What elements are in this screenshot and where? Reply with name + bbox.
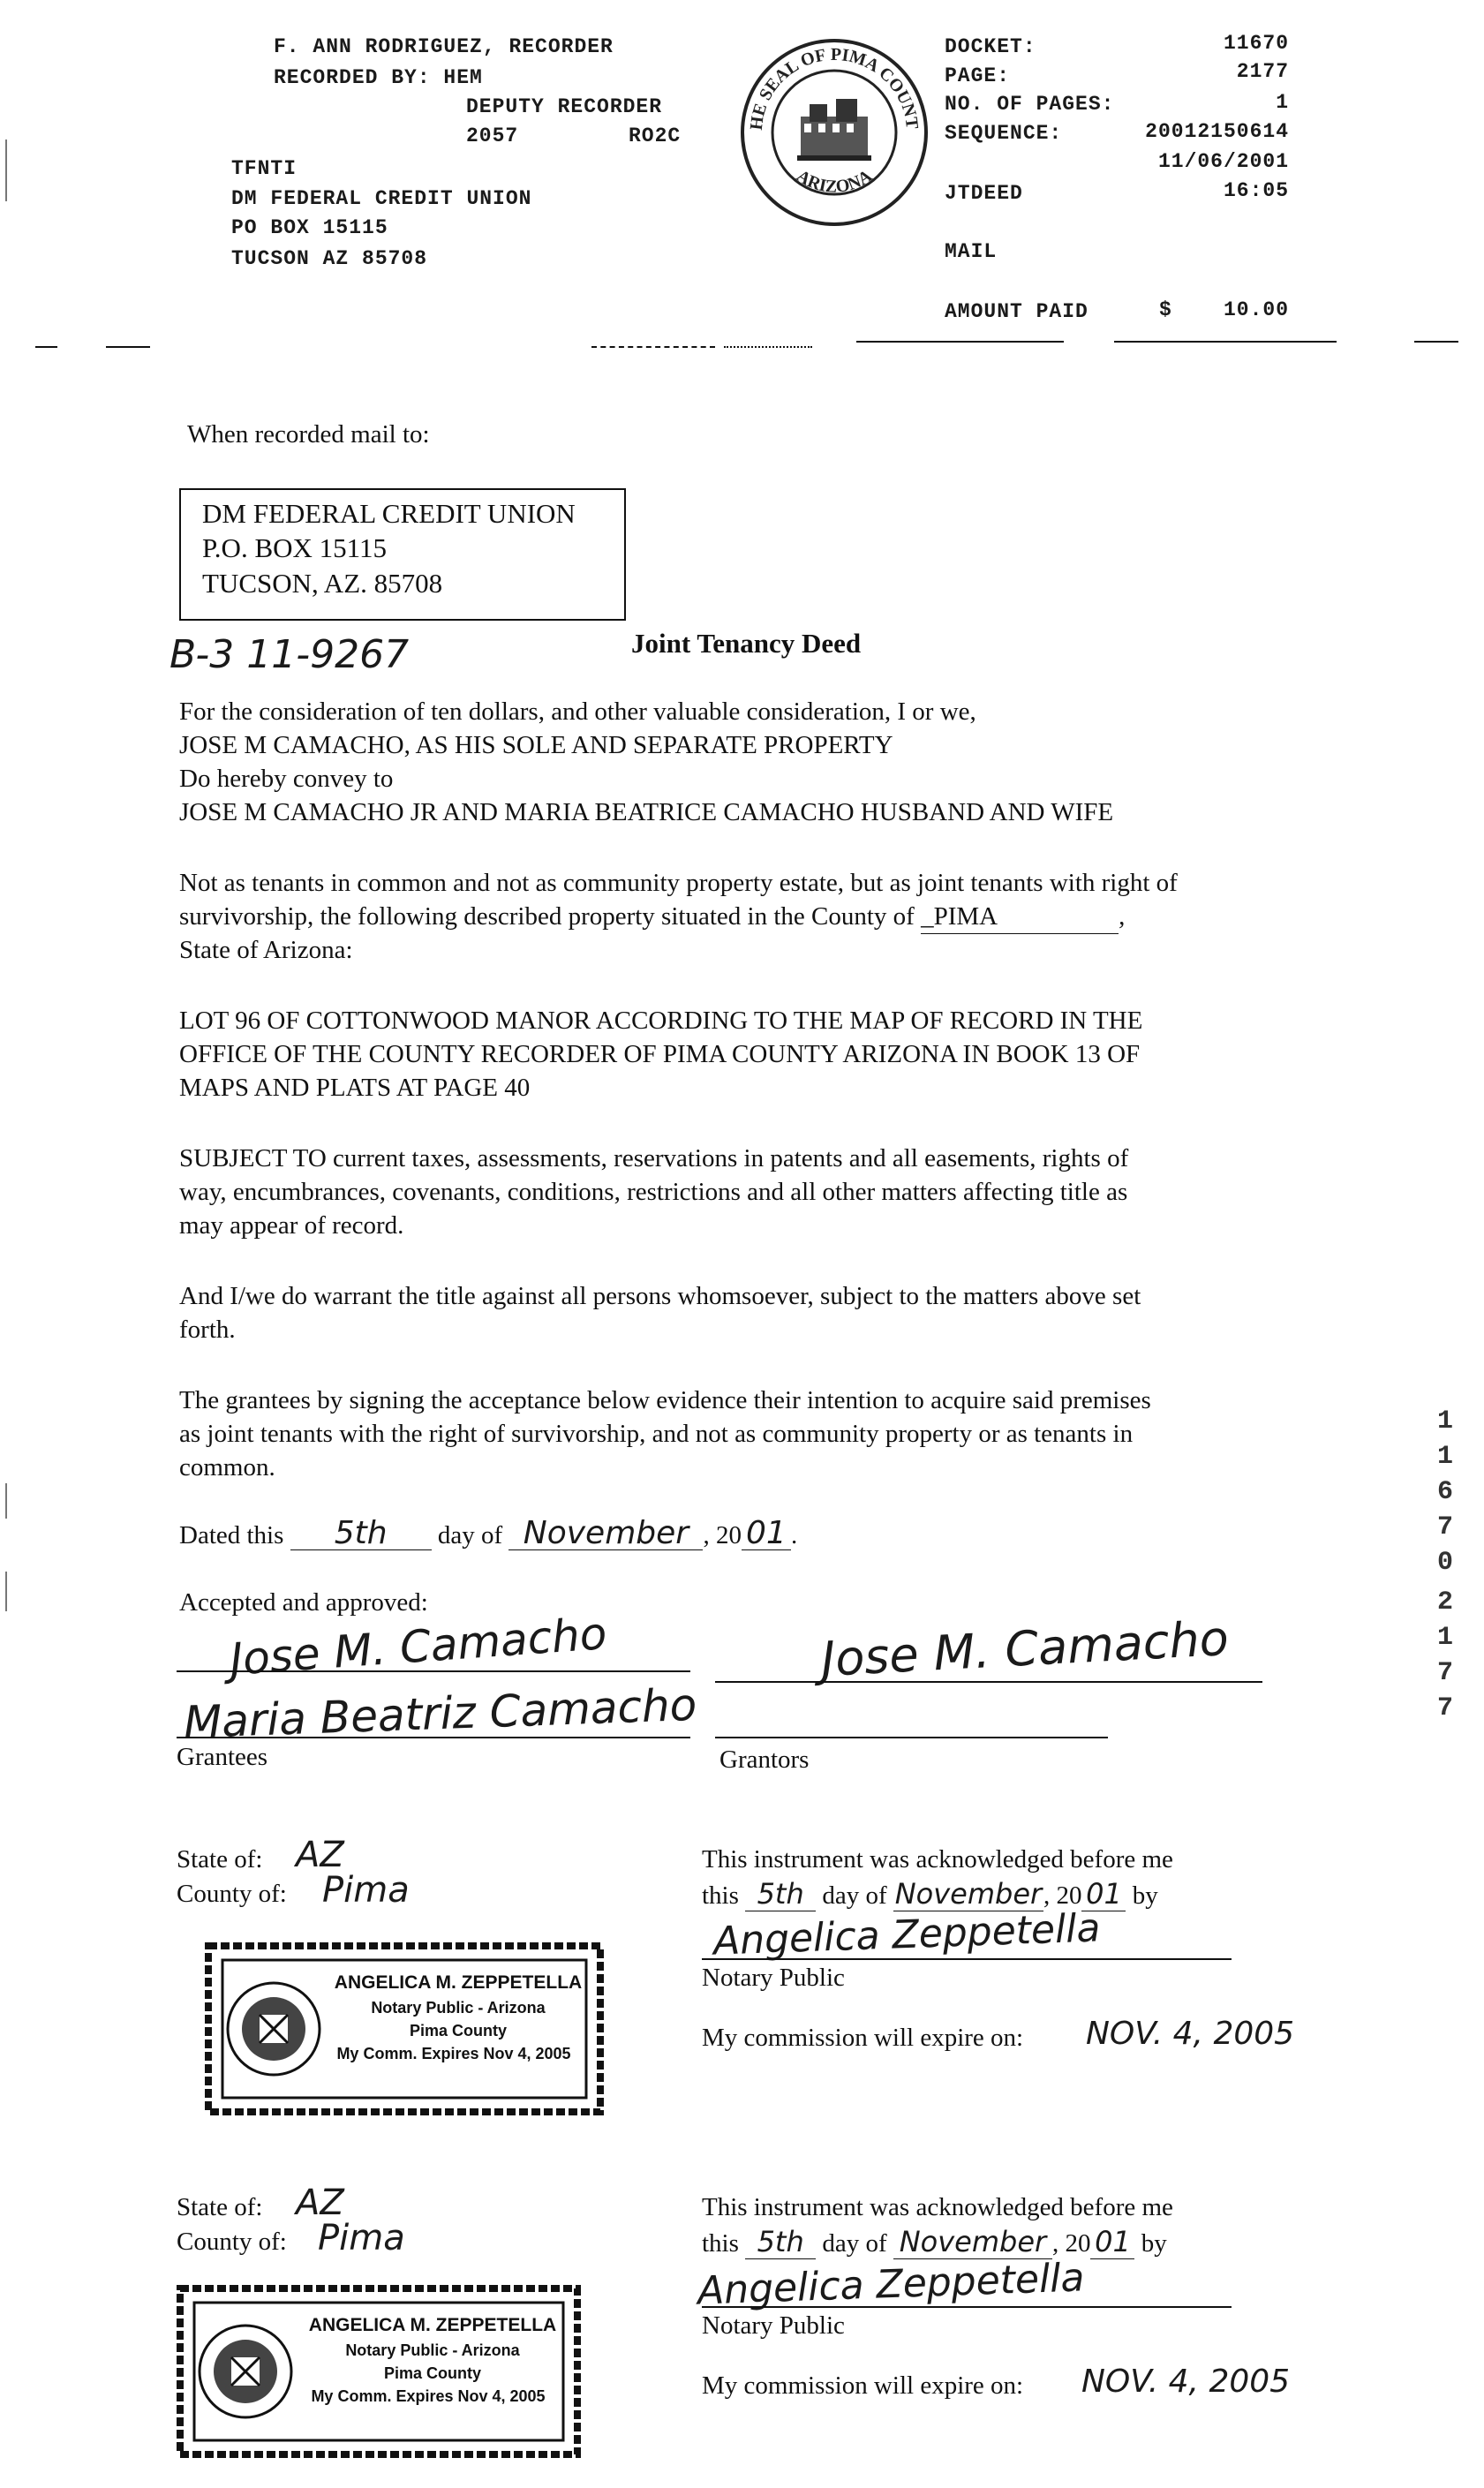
- header-rule-7: [1414, 341, 1458, 343]
- tenancy-line-2: [179, 901, 1345, 934]
- grantee-signature-2: Maria Beatriz Camacho: [183, 1678, 698, 1749]
- notary1-signature: Angelica Zeppetella: [712, 1905, 1102, 1964]
- deputy-recorder: DEPUTY RECORDER: [466, 95, 663, 118]
- notary2-this-line: [702, 2226, 1167, 2260]
- code-right: RO2C: [629, 124, 682, 147]
- notary1-month: November: [894, 1877, 1043, 1911]
- county-comma: ,: [1119, 902, 1126, 931]
- notary2-stamp-line2: Notary Public - Arizona: [345, 2341, 520, 2359]
- warrant-line-1: And I/we do warrant the title against all persons whomsoever, subject to the matters above set: [179, 1282, 1141, 1310]
- record-date: 11/06/2001: [1157, 150, 1289, 173]
- grantor-sig-line-2: [715, 1737, 1108, 1738]
- seal-top-text: HE SEAL OF PIMA COUNT: [746, 44, 923, 132]
- grantees-line-3: common.: [179, 1453, 275, 1481]
- pages-label: NO. OF PAGES:: [945, 93, 1115, 116]
- grantor-signature: Jose M. Camacho: [819, 1610, 1231, 1688]
- seal-bottom-text: ARIZONA: [793, 166, 876, 197]
- notary2-signature: Angelica Zeppetella: [697, 2255, 1086, 2314]
- header-rule-1: [35, 346, 57, 348]
- dated-line: [179, 1517, 1345, 1552]
- mail-to-box: [179, 488, 626, 621]
- mail-to-label: When recorded mail to:: [187, 420, 430, 449]
- grantees-line-1: The grantees by signing the acceptance below evidence their intention to acquire said premises: [179, 1386, 1151, 1414]
- sequence-label: SEQUENCE:: [945, 122, 1063, 145]
- legal-line-3: MAPS AND PLATS AT PAGE 40: [179, 1074, 531, 1102]
- margin-digit-7: 1: [1436, 1623, 1453, 1653]
- document-title: Joint Tenancy Deed: [631, 628, 862, 659]
- notary2-month: November: [893, 2226, 1052, 2259]
- mail-to-line-1: DM FEDERAL CREDIT UNION: [202, 498, 576, 529]
- warrant-line-2: forth.: [179, 1316, 236, 1344]
- notary2-commission-label: My commission will expire on:: [702, 2371, 1024, 2400]
- grantee-signature-1: Jose M. Camacho: [228, 1608, 609, 1685]
- mail-label: MAIL: [945, 240, 998, 263]
- margin-digit-8: 7: [1436, 1658, 1453, 1688]
- notary2-year: 01: [1090, 2226, 1134, 2259]
- addressee-line-3: TUCSON AZ 85708: [231, 247, 428, 270]
- notary1-commission-value: NOV. 4, 2005: [1086, 2016, 1295, 2052]
- notary2-commission-value: NOV. 4, 2005: [1081, 2364, 1291, 2400]
- svg-text:ARIZONA: [793, 166, 876, 197]
- accepted-approved-label: Accepted and approved:: [179, 1588, 428, 1617]
- grantor-sig-line-1: [715, 1681, 1262, 1683]
- scan-edge-mark-1: [5, 139, 7, 201]
- dated-prefix: Dated this: [179, 1521, 284, 1549]
- notary1-stamp-line2: Notary Public - Arizona: [371, 1999, 546, 2017]
- docket-label: DOCKET:: [945, 35, 1036, 58]
- dated-year: 01: [742, 1517, 791, 1550]
- notary1-stamp-name: ANGELICA M. ZEPPETELLA: [334, 1972, 583, 1993]
- notary1-this-label: this: [702, 1881, 739, 1910]
- jtdeed-label: JTDEED: [945, 182, 1023, 205]
- notary1-county-value: Pima: [322, 1870, 410, 1911]
- notary2-state-value: AZ: [296, 2183, 344, 2223]
- header-rule-2: [106, 346, 150, 348]
- header-rule-6: [1114, 341, 1337, 343]
- grantee-sig-line-1: [177, 1670, 690, 1672]
- notary2-stamp: [177, 2285, 581, 2458]
- scan-edge-mark-2: [5, 1483, 7, 1519]
- margin-digit-5: 0: [1436, 1548, 1453, 1578]
- notary2-county-value: Pima: [318, 2218, 405, 2258]
- notary1-state-value: AZ: [296, 1835, 344, 1875]
- recorded-by: RECORDED BY: HEM: [274, 66, 483, 89]
- notary1-public-label: Notary Public: [702, 1964, 845, 1992]
- scan-edge-mark-3: [5, 1572, 7, 1611]
- grantee-names: JOSE M CAMACHO JR AND MARIA BEATRICE CAMACHO HUSBAND AND WIFE: [179, 798, 1114, 826]
- notary2-state-label: State of:: [177, 2193, 263, 2221]
- docket-value: 11670: [1223, 32, 1289, 55]
- grantee-sig-line-2: [177, 1737, 690, 1738]
- notary1-day: 5th: [745, 1878, 816, 1911]
- record-time: 16:05: [1223, 179, 1289, 202]
- notary2-by: by: [1141, 2229, 1167, 2258]
- addressee-line-1: DM FEDERAL CREDIT UNION: [231, 187, 532, 210]
- handwritten-reference: B-3 11-9267: [169, 632, 410, 677]
- notary2-day: 5th: [745, 2226, 816, 2259]
- tfnti: TFNTI: [231, 157, 298, 180]
- amount-currency: $: [1159, 298, 1172, 321]
- margin-digit-1: 1: [1436, 1406, 1453, 1436]
- legal-line-2: OFFICE OF THE COUNTY RECORDER OF PIMA COUNTY ARIZONA IN BOOK 13 OF: [179, 1040, 1141, 1068]
- subject-line-3: may appear of record.: [179, 1211, 404, 1240]
- tenancy-line-2-prefix: survivorship, the following described property situated in the County of: [179, 902, 915, 931]
- mail-to-line-2: P.O. BOX 15115: [202, 532, 387, 563]
- header-rule-3: [591, 346, 715, 348]
- notary1-county-label: County of:: [177, 1880, 287, 1908]
- notary2-stamp-line4: My Comm. Expires Nov 4, 2005: [311, 2387, 546, 2405]
- county-field: _PIMA: [921, 901, 1119, 934]
- legal-line-1: LOT 96 OF COTTONWOOD MANOR ACCORDING TO THE MAP OF RECORD IN THE: [179, 1007, 1143, 1035]
- recorder-line: F. ANN RODRIGUEZ, RECORDER: [274, 35, 614, 58]
- margin-digit-2: 1: [1436, 1442, 1453, 1472]
- notary1-commission-label: My commission will expire on:: [702, 2024, 1024, 2052]
- grantor-name: JOSE M CAMACHO, AS HIS SOLE AND SEPARATE PROPERTY: [179, 731, 893, 759]
- header-rule-5: [856, 341, 1064, 343]
- convey-line: Do hereby convey to: [179, 765, 394, 793]
- notary1-state-label: State of:: [177, 1845, 263, 1874]
- addressee-line-2: PO BOX 15115: [231, 216, 388, 239]
- grantees-line-2: as joint tenants with the right of survivorship, and not as community property or as tenants in: [179, 1420, 1134, 1448]
- notary2-stamp-line3: Pima County: [383, 2364, 481, 2382]
- notary2-sig-line: [702, 2306, 1232, 2308]
- grantors-label: Grantors: [719, 1745, 810, 1774]
- notary2-county-label: County of:: [177, 2228, 287, 2256]
- pages-value: 1: [1276, 91, 1289, 114]
- tenancy-line-1: Not as tenants in common and not as community property estate, but as joint tenants with right of: [179, 869, 1178, 897]
- notary1-stamp-line3: Pima County: [409, 2022, 507, 2039]
- dated-month: November: [508, 1517, 703, 1550]
- dated-mid: day of: [437, 1521, 503, 1549]
- subject-line-1: SUBJECT TO current taxes, assessments, reservations in patents and all easements, rights of: [179, 1144, 1129, 1172]
- notary1-stamp: [205, 1942, 604, 2115]
- dated-day: 5th: [290, 1517, 432, 1550]
- margin-digit-4: 7: [1436, 1512, 1453, 1542]
- notary1-sig-line: [702, 1958, 1232, 1960]
- notary2-stamp-name: ANGELICA M. ZEPPETELLA: [308, 2315, 557, 2335]
- margin-digit-3: 6: [1436, 1477, 1453, 1507]
- notary2-ack-line: This instrument was acknowledged before me: [702, 2193, 1173, 2221]
- grantees-label: Grantees: [177, 1743, 268, 1771]
- code-left: 2057: [466, 124, 519, 147]
- notary2-year-prefix: , 20: [1051, 2229, 1091, 2258]
- notary1-by: by: [1132, 1881, 1158, 1910]
- sequence-value: 20012150614: [1145, 120, 1289, 143]
- header-rule-4: [724, 346, 812, 348]
- subject-line-2: way, encumbrances, covenants, conditions, restrictions and all other matters affecting title as: [179, 1178, 1128, 1206]
- page-label: PAGE:: [945, 64, 1011, 87]
- margin-digit-9: 7: [1436, 1693, 1453, 1723]
- margin-digit-6: 2: [1436, 1587, 1453, 1617]
- notary1-ack-line: This instrument was acknowledged before me: [702, 1845, 1173, 1874]
- mail-to-line-3: TUCSON, AZ. 85708: [202, 568, 443, 599]
- notary1-year-prefix: , 20: [1043, 1881, 1082, 1910]
- dated-comma-year: , 20: [703, 1521, 742, 1549]
- dated-end: .: [790, 1521, 798, 1549]
- consideration-line: For the consideration of ten dollars, and other valuable consideration, I or we,: [179, 697, 976, 726]
- notary1-stamp-line4: My Comm. Expires Nov 4, 2005: [336, 2045, 571, 2062]
- notary1-day-of: day of: [822, 1881, 887, 1910]
- county-seal: [737, 35, 931, 230]
- notary1-year: 01: [1081, 1878, 1126, 1911]
- amount-paid-label: AMOUNT PAID: [945, 300, 1089, 323]
- notary2-day-of: day of: [822, 2229, 887, 2258]
- page-value: 2177: [1236, 60, 1289, 83]
- notary2-public-label: Notary Public: [702, 2311, 845, 2340]
- amount-value: 10.00: [1223, 298, 1289, 321]
- notary2-this-label: this: [702, 2229, 739, 2258]
- tenancy-line-3: State of Arizona:: [179, 936, 353, 964]
